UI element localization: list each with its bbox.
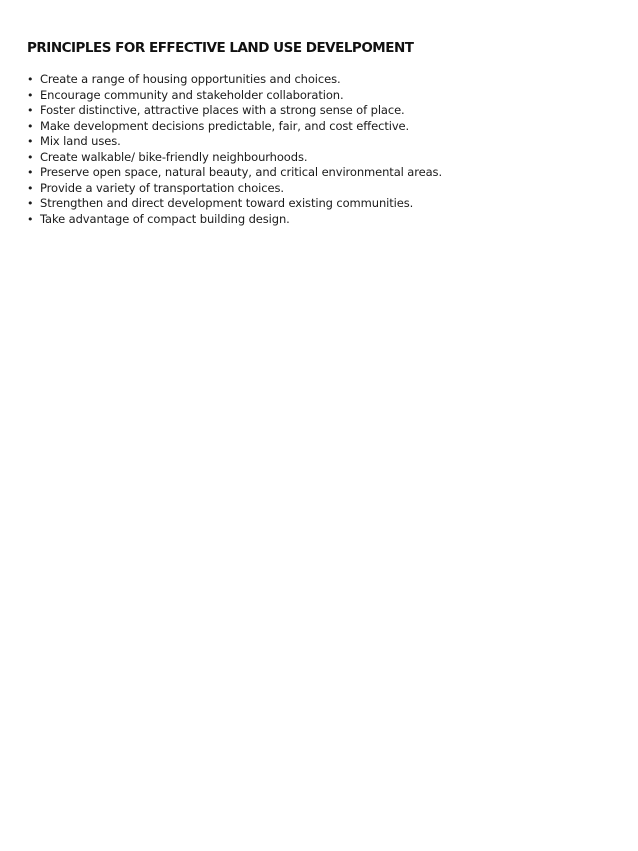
list-item-text: Preserve open space, natural beauty, and critical environmental areas. bbox=[40, 165, 443, 179]
bullet-icon: • bbox=[27, 197, 34, 210]
bullet-icon: • bbox=[27, 166, 34, 179]
list-item-text: Create a range of housing opportunities and choices. bbox=[40, 72, 341, 86]
list-item bbox=[27, 72, 442, 88]
document-title: PRINCIPLES FOR EFFECTIVE LAND USE DEVELPOMENT bbox=[27, 40, 414, 56]
list-item-text: Foster distinctive, attractive places with a strong sense of place. bbox=[40, 103, 405, 117]
bullet-icon: • bbox=[27, 104, 34, 117]
list-item-text: Strengthen and direct development toward existing communities. bbox=[40, 196, 414, 210]
bullet-icon: • bbox=[27, 88, 34, 102]
bullet-icon: • bbox=[27, 150, 34, 164]
bullet-icon: • bbox=[27, 212, 34, 226]
list-item-text: Make development decisions predictable, fair, and cost effective. bbox=[40, 118, 410, 133]
bullet-icon: • bbox=[27, 119, 34, 133]
bullet-icon: • bbox=[27, 181, 34, 195]
bullet-icon: • bbox=[27, 73, 34, 86]
list-item bbox=[27, 212, 442, 228]
list-item-text: Provide a variety of transportation choices. bbox=[40, 180, 284, 195]
principles-list bbox=[27, 72, 442, 227]
list-item-text: Take advantage of compact building design. bbox=[40, 211, 290, 226]
bullet-icon: • bbox=[27, 135, 34, 148]
list-item bbox=[27, 196, 442, 212]
list-item-text: Create walkable/ bike-friendly neighbourhoods. bbox=[40, 149, 308, 164]
list-item bbox=[27, 119, 442, 135]
list-item bbox=[27, 165, 442, 181]
list-item-text: Mix land uses. bbox=[40, 134, 121, 148]
list-item bbox=[27, 103, 442, 119]
list-item bbox=[27, 181, 442, 197]
list-item bbox=[27, 150, 442, 166]
list-item bbox=[27, 134, 442, 150]
list-item bbox=[27, 88, 442, 104]
list-item-text: Encourage community and stakeholder collaboration. bbox=[40, 87, 344, 102]
